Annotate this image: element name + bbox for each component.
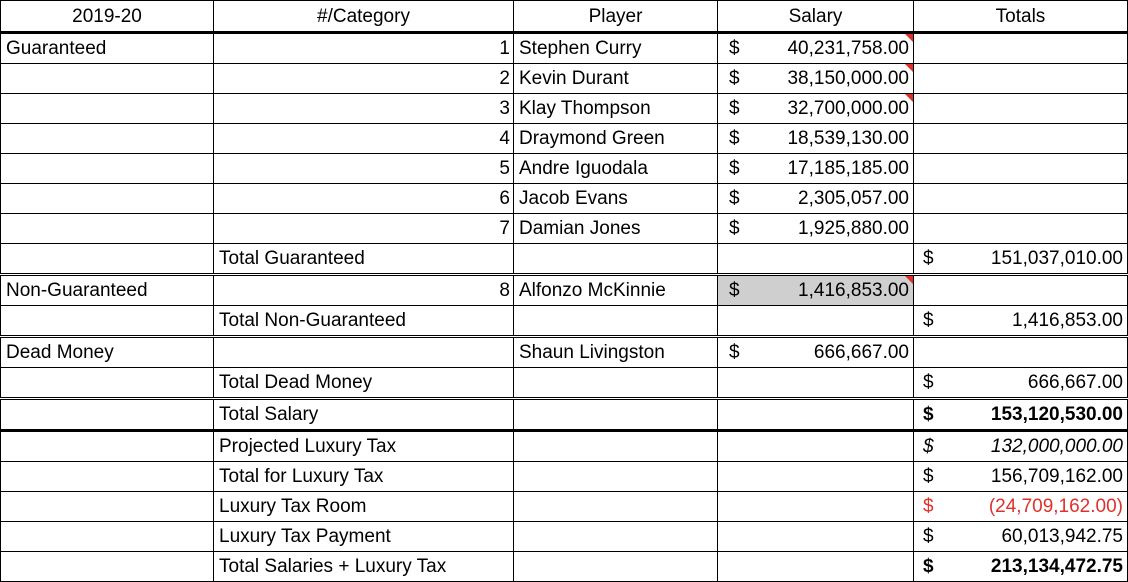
player-cell[interactable]: Stephen Curry xyxy=(514,33,718,64)
table-row xyxy=(1,94,1128,124)
totals-cell[interactable] xyxy=(914,184,1128,214)
number-cell[interactable]: 5 xyxy=(214,154,514,184)
dollar-sign: $ xyxy=(729,128,740,149)
dollar-sign: $ xyxy=(923,526,934,547)
totals-cell[interactable] xyxy=(914,64,1128,94)
salary-cell[interactable]: $ 2,305,057.00 xyxy=(718,184,914,214)
summary-label-cell[interactable]: Total Salaries + Luxury Tax xyxy=(214,552,514,582)
totals-cell[interactable] xyxy=(914,214,1128,244)
totals-cell[interactable] xyxy=(914,33,1128,64)
total-label-cell[interactable]: Total Non-Guaranteed xyxy=(214,306,514,337)
header-row xyxy=(1,1,1128,33)
dollar-sign: $ xyxy=(729,218,740,239)
player-cell[interactable]: Klay Thompson xyxy=(514,94,718,124)
totals-cell[interactable]: $ 213,134,472.75 xyxy=(914,552,1128,582)
salary-cell[interactable]: $ 40,231,758.00 xyxy=(718,33,914,64)
totals-cell[interactable] xyxy=(914,124,1128,154)
dollar-sign: $ xyxy=(923,372,934,393)
dollar-sign: $ xyxy=(729,158,740,179)
totals-cell[interactable]: $ 156,709,162.00 xyxy=(914,462,1128,492)
totals-cell[interactable]: $ 153,120,530.00 xyxy=(914,399,1128,431)
dollar-sign: $ xyxy=(729,342,740,363)
total-row xyxy=(1,368,1128,399)
total-label-cell[interactable]: Total Guaranteed xyxy=(214,244,514,275)
header-player[interactable]: Player xyxy=(514,1,718,33)
player-cell[interactable] xyxy=(514,431,718,462)
player-cell[interactable] xyxy=(514,552,718,582)
salary-cell[interactable] xyxy=(718,244,914,275)
salary-cell[interactable] xyxy=(718,431,914,462)
number-cell[interactable]: 1 xyxy=(214,33,514,64)
dollar-sign: $ xyxy=(729,68,740,89)
salary-cell[interactable] xyxy=(718,368,914,399)
dollar-sign: $ xyxy=(923,466,934,487)
header-totals[interactable]: Totals xyxy=(914,1,1128,33)
totals-cell[interactable] xyxy=(914,275,1128,306)
section-cell[interactable] xyxy=(1,492,214,522)
salary-cell[interactable] xyxy=(718,522,914,552)
section-cell[interactable] xyxy=(1,124,214,154)
section-cell[interactable] xyxy=(1,94,214,124)
table-row xyxy=(1,64,1128,94)
player-cell[interactable] xyxy=(514,368,718,399)
salary-cell[interactable]: $ 1,925,880.00 xyxy=(718,214,914,244)
section-cell[interactable] xyxy=(1,244,214,275)
dollar-sign: $ xyxy=(923,310,934,331)
summary-row xyxy=(1,522,1128,552)
table-row xyxy=(1,154,1128,184)
total-label-cell[interactable]: Total Dead Money xyxy=(214,368,514,399)
totals-cell[interactable] xyxy=(914,154,1128,184)
dollar-sign: $ xyxy=(923,556,934,577)
totals-cell[interactable]: $ 60,013,942.75 xyxy=(914,522,1128,552)
section-cell[interactable] xyxy=(1,368,214,399)
totals-cell-negative[interactable]: $ (24,709,162.00) xyxy=(914,492,1128,522)
section-cell[interactable] xyxy=(1,552,214,582)
dollar-sign: $ xyxy=(729,188,740,209)
salary-cell[interactable] xyxy=(718,462,914,492)
table-row xyxy=(1,214,1128,244)
player-cell[interactable] xyxy=(514,522,718,552)
section-cell[interactable] xyxy=(1,154,214,184)
dollar-sign: $ xyxy=(923,436,934,457)
summary-label-cell[interactable]: Luxury Tax Payment xyxy=(214,522,514,552)
salary-cell[interactable] xyxy=(718,492,914,522)
summary-row xyxy=(1,492,1128,522)
dollar-sign: $ xyxy=(729,98,740,119)
number-cell[interactable]: 7 xyxy=(214,214,514,244)
player-cell[interactable] xyxy=(514,492,718,522)
salary-cell[interactable]: $ 17,185,185.00 xyxy=(718,154,914,184)
player-cell[interactable]: Draymond Green xyxy=(514,124,718,154)
totals-cell[interactable]: $ 132,000,000.00 xyxy=(914,431,1128,462)
dollar-sign: $ xyxy=(729,38,740,59)
summary-row xyxy=(1,552,1128,582)
player-cell[interactable]: Kevin Durant xyxy=(514,64,718,94)
total-salary-row xyxy=(1,399,1128,431)
number-cell[interactable]: 6 xyxy=(214,184,514,214)
player-cell[interactable]: Shaun Livingston xyxy=(514,337,718,368)
salary-cell[interactable] xyxy=(718,399,914,431)
section-cell[interactable] xyxy=(1,522,214,552)
table-row xyxy=(1,33,1128,64)
number-cell[interactable] xyxy=(214,337,514,368)
section-cell[interactable] xyxy=(1,306,214,337)
salary-cell-selected[interactable]: $ 1,416,853.00 xyxy=(718,275,914,306)
dollar-sign: $ xyxy=(923,404,934,425)
summary-row xyxy=(1,462,1128,492)
section-cell[interactable]: Dead Money xyxy=(1,337,214,368)
number-cell[interactable]: 2 xyxy=(214,64,514,94)
salary-cell[interactable] xyxy=(718,552,914,582)
section-cell[interactable]: Guaranteed xyxy=(1,33,214,64)
dollar-sign: $ xyxy=(923,496,934,517)
section-cell[interactable] xyxy=(1,431,214,462)
salary-cell[interactable] xyxy=(718,306,914,337)
section-cell[interactable] xyxy=(1,64,214,94)
player-cell[interactable] xyxy=(514,244,718,275)
salary-cell[interactable]: $ 32,700,000.00 xyxy=(718,94,914,124)
player-cell[interactable]: Jacob Evans xyxy=(514,184,718,214)
total-row xyxy=(1,306,1128,337)
player-cell[interactable] xyxy=(514,399,718,431)
section-cell[interactable] xyxy=(1,462,214,492)
salary-cell[interactable]: $ 18,539,130.00 xyxy=(718,124,914,154)
total-row xyxy=(1,244,1128,275)
salary-cell[interactable]: $ 38,150,000.00 xyxy=(718,64,914,94)
header-season[interactable]: 2019-20 xyxy=(1,1,214,33)
player-cell[interactable]: Alfonzo McKinnie xyxy=(514,275,718,306)
summary-label-cell[interactable]: Luxury Tax Room xyxy=(214,492,514,522)
salary-cell[interactable]: $ 666,667.00 xyxy=(718,337,914,368)
summary-label-cell[interactable]: Total for Luxury Tax xyxy=(214,462,514,492)
header-category[interactable]: #/Category xyxy=(214,1,514,33)
number-cell[interactable]: 3 xyxy=(214,94,514,124)
number-cell[interactable]: 8 xyxy=(214,275,514,306)
header-salary[interactable]: Salary xyxy=(718,1,914,33)
section-cell[interactable] xyxy=(1,184,214,214)
totals-cell[interactable]: $ 666,667.00 xyxy=(914,368,1128,399)
section-cell[interactable] xyxy=(1,399,214,431)
table-row xyxy=(1,337,1128,368)
section-cell[interactable]: Non-Guaranteed xyxy=(1,275,214,306)
number-cell[interactable]: 4 xyxy=(214,124,514,154)
totals-cell[interactable] xyxy=(914,337,1128,368)
player-cell[interactable] xyxy=(514,306,718,337)
player-cell[interactable]: Damian Jones xyxy=(514,214,718,244)
dollar-sign: $ xyxy=(923,248,934,269)
summary-row xyxy=(1,431,1128,462)
totals-cell[interactable]: $ 1,416,853.00 xyxy=(914,306,1128,337)
table-row xyxy=(1,124,1128,154)
player-cell[interactable]: Andre Iguodala xyxy=(514,154,718,184)
table-row xyxy=(1,275,1128,306)
totals-cell[interactable] xyxy=(914,94,1128,124)
table-row xyxy=(1,184,1128,214)
dollar-sign: $ xyxy=(729,280,740,301)
player-cell[interactable] xyxy=(514,462,718,492)
total-label-cell[interactable]: Total Salary xyxy=(214,399,514,431)
totals-cell[interactable]: $ 151,037,010.00 xyxy=(914,244,1128,275)
summary-label-cell[interactable]: Projected Luxury Tax xyxy=(214,431,514,462)
section-cell[interactable] xyxy=(1,214,214,244)
